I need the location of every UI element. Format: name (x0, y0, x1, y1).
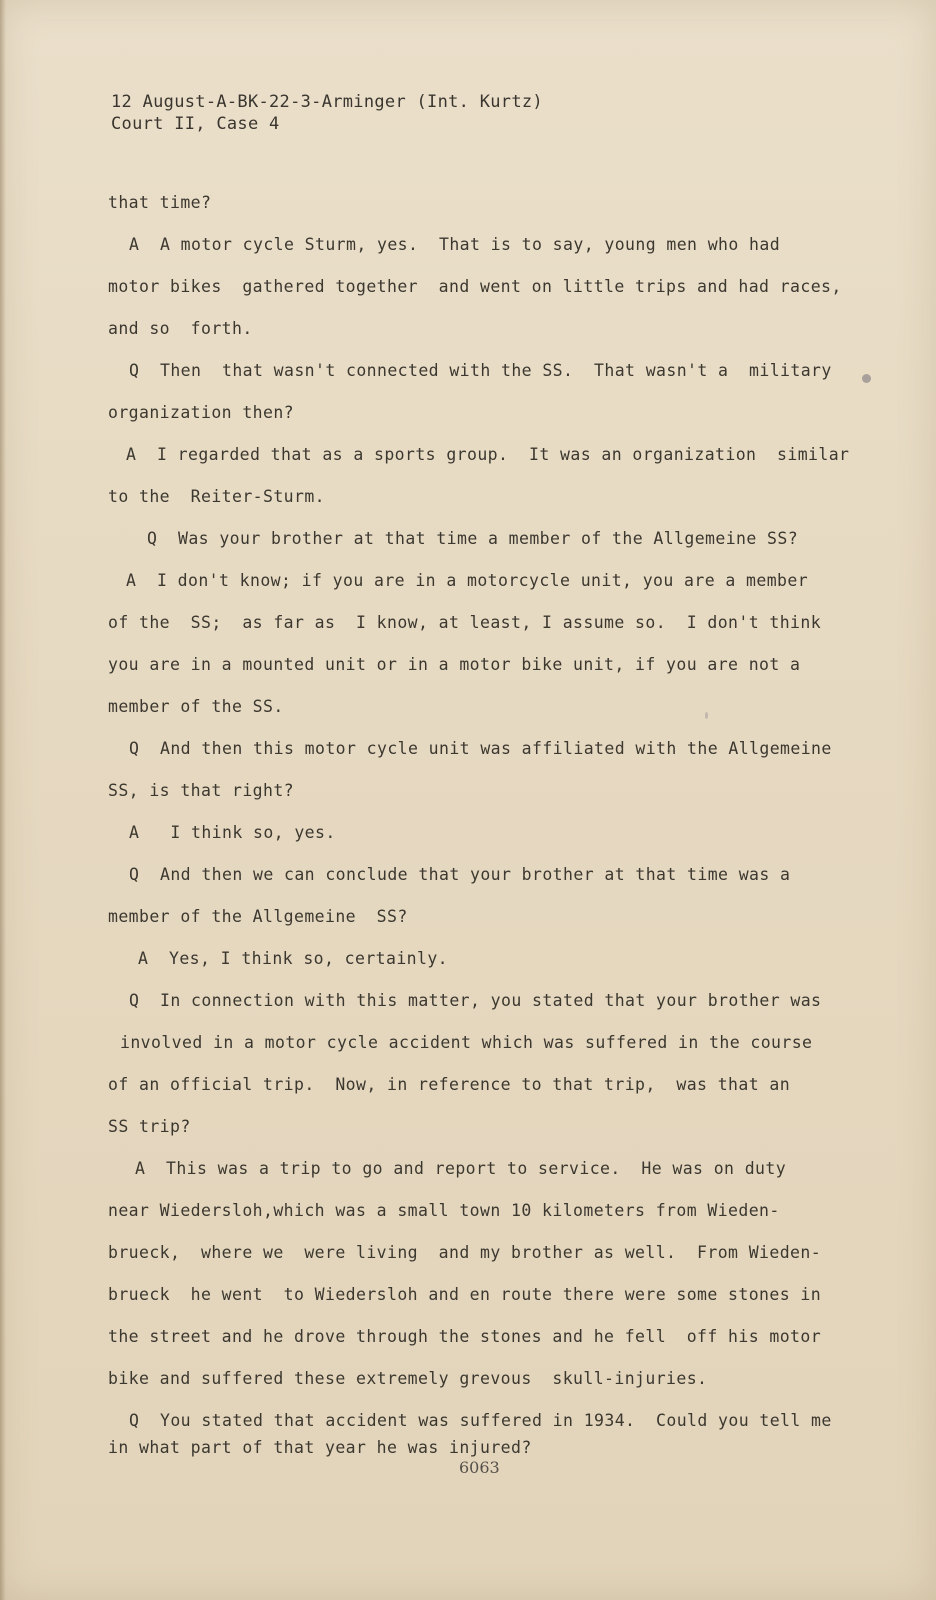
page-edge-shadow (0, 0, 6, 1600)
transcript-line: of an official trip. Now, in reference to that trip, was that an (108, 1075, 791, 1094)
header-line-2: Court II, Case 4 (111, 114, 280, 134)
transcript-line: of the SS; as far as I know, at least, I assume so. I don't think (108, 613, 822, 632)
transcript-line: motor bikes gathered together and went on little trips and had races, (108, 277, 842, 296)
transcript-line: SS trip? (108, 1117, 191, 1136)
transcript-line: SS, is that right? (108, 781, 295, 800)
transcript-line: Q Was your brother at that time a member of the Allgemeine SS? (147, 529, 799, 548)
transcript-line: to the Reiter-Sturm. (108, 487, 326, 506)
document-header (111, 91, 543, 135)
transcript-line: near Wiedersloh,which was a small town 10 kilometers from Wieden- (108, 1201, 780, 1220)
transcript-line: brueck, where we were living and my brother as well. From Wieden- (108, 1243, 822, 1262)
transcript-line: you are in a mounted unit or in a motor bike unit, if you are not a (108, 655, 801, 674)
transcript-line: organization then? (108, 403, 295, 422)
transcript-line: the street and he drove through the stones and he fell off his motor (108, 1327, 822, 1346)
transcript-line: A I think so, yes. (129, 823, 336, 842)
transcript-line: A A motor cycle Sturm, yes. That is to say, young men who had (129, 235, 781, 254)
transcript-line: Q And then this motor cycle unit was affiliated with the Allgemeine (129, 739, 832, 758)
transcript-line: A This was a trip to go and report to service. He was on duty (135, 1159, 787, 1178)
transcript-line: Q In connection with this matter, you stated that your brother was (129, 991, 822, 1010)
transcript-line: member of the SS. (108, 697, 284, 716)
paper-speck (705, 712, 708, 719)
transcript-line: in what part of that year he was injured? (108, 1438, 532, 1457)
transcript-line: A I don't know; if you are in a motorcycle unit, you are a member (126, 571, 809, 590)
transcript-line: A I regarded that as a sports group. It was an organization similar (126, 445, 850, 464)
header-line-1: 12 August-A-BK-22-3-Arminger (Int. Kurtz) (111, 92, 543, 112)
paper-speck (862, 374, 871, 383)
transcript-line: Q And then we can conclude that your brother at that time was a (129, 865, 791, 884)
transcript-line: A Yes, I think so, certainly. (138, 949, 449, 968)
transcript-line: brueck he went to Wiedersloh and en route there were some stones in (108, 1285, 822, 1304)
transcript-line: Q You stated that accident was suffered in 1934. Could you tell me (129, 1411, 832, 1430)
transcript-line: that time? (108, 193, 212, 212)
transcript-line: and so forth. (108, 319, 253, 338)
transcript-line: member of the Allgemeine SS? (108, 907, 408, 926)
transcript-line: involved in a motor cycle accident which was suffered in the course (120, 1033, 813, 1052)
transcript-line: Q Then that wasn't connected with the SS. That wasn't a military (129, 361, 832, 380)
transcript-line: bike and suffered these extremely grevous skull-injuries. (108, 1369, 708, 1388)
page-number: 6063 (459, 1458, 500, 1477)
